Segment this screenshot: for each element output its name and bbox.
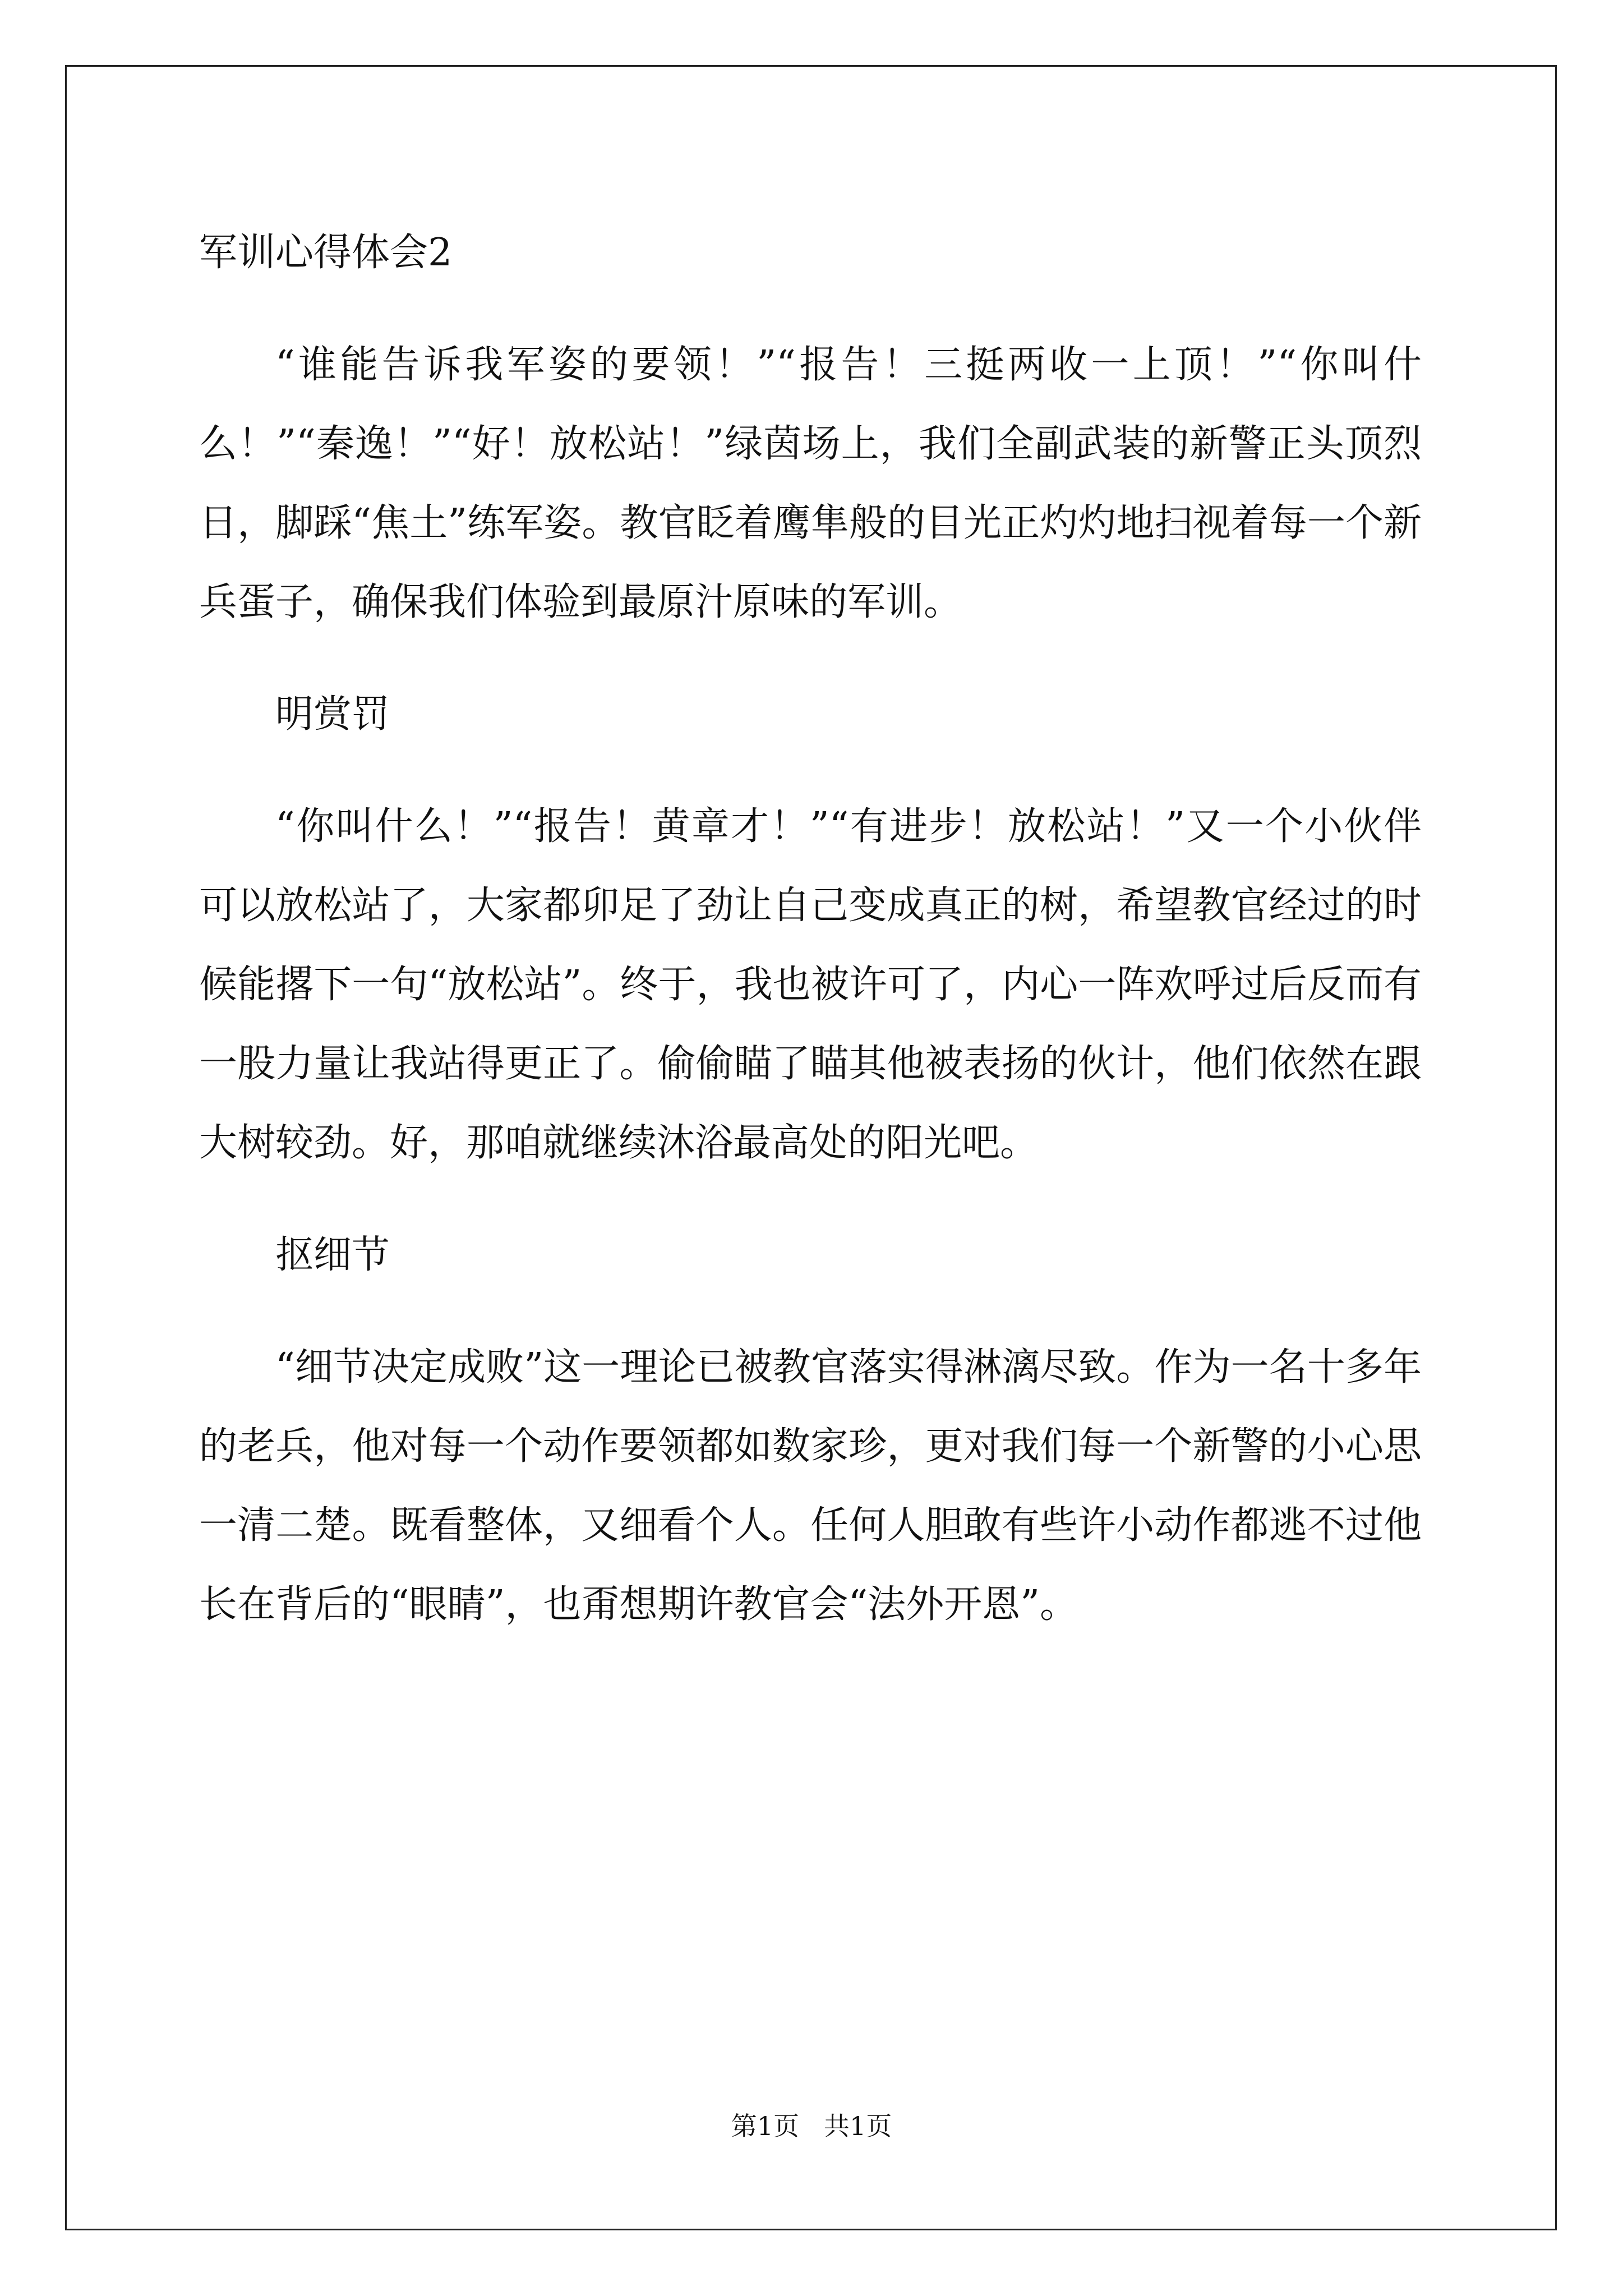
section-heading-details: 抠细节 [275, 1233, 390, 1277]
document-body [199, 213, 1422, 1644]
paragraph-2: “你叫什么！”“报告！黄章才！”“有进步！放松站！”又一个小伙伴可以放松站了，大家都卯足了劲让自己变成真正的树，希望教官经过的时候能撂下一句“放松站”。终于，我也被许可了，内心一阵欢呼过后反而有一股力量让我站得更正了。偷偷瞄了瞄其他被表扬的伙计，他们依然在跟大树较劲。好，那咱就继续沐浴最高处的阳光吧。 [199, 804, 1422, 1165]
page-footer [0, 2109, 1623, 2143]
page-total: 共1页 [823, 2111, 892, 2141]
paragraph-3: “细节决定成败”这一理论已被教官落实得淋漓尽致。作为一名十多年的老兵，他对每一个动作要领都如数家珍，更对我们每一个新警的小心思一清二楚。既看整体，又细看个人。任何人胆敢有些许小动作都逃不过他长在背后的“眼睛”，也甭想期许教官会“法外开恩”。 [199, 1345, 1422, 1627]
page-number: 第1页 [731, 2111, 800, 2141]
paragraph-1: “谁能告诉我军姿的要领！”“报告！三挺两收一上顶！”“你叫什么！”“秦逸！”“好！放松站！”绿茵场上，我们全副武装的新警正头顶烈日，脚踩“焦土”练军姿。教官眨着鹰隼般的目光正灼灼地扫视着每一个新兵蛋子，确保我们体验到最原汁原味的军训。 [199, 343, 1422, 624]
section-heading-rewards: 明赏罚 [275, 692, 390, 737]
document-title: 军训心得体会2 [199, 231, 453, 275]
